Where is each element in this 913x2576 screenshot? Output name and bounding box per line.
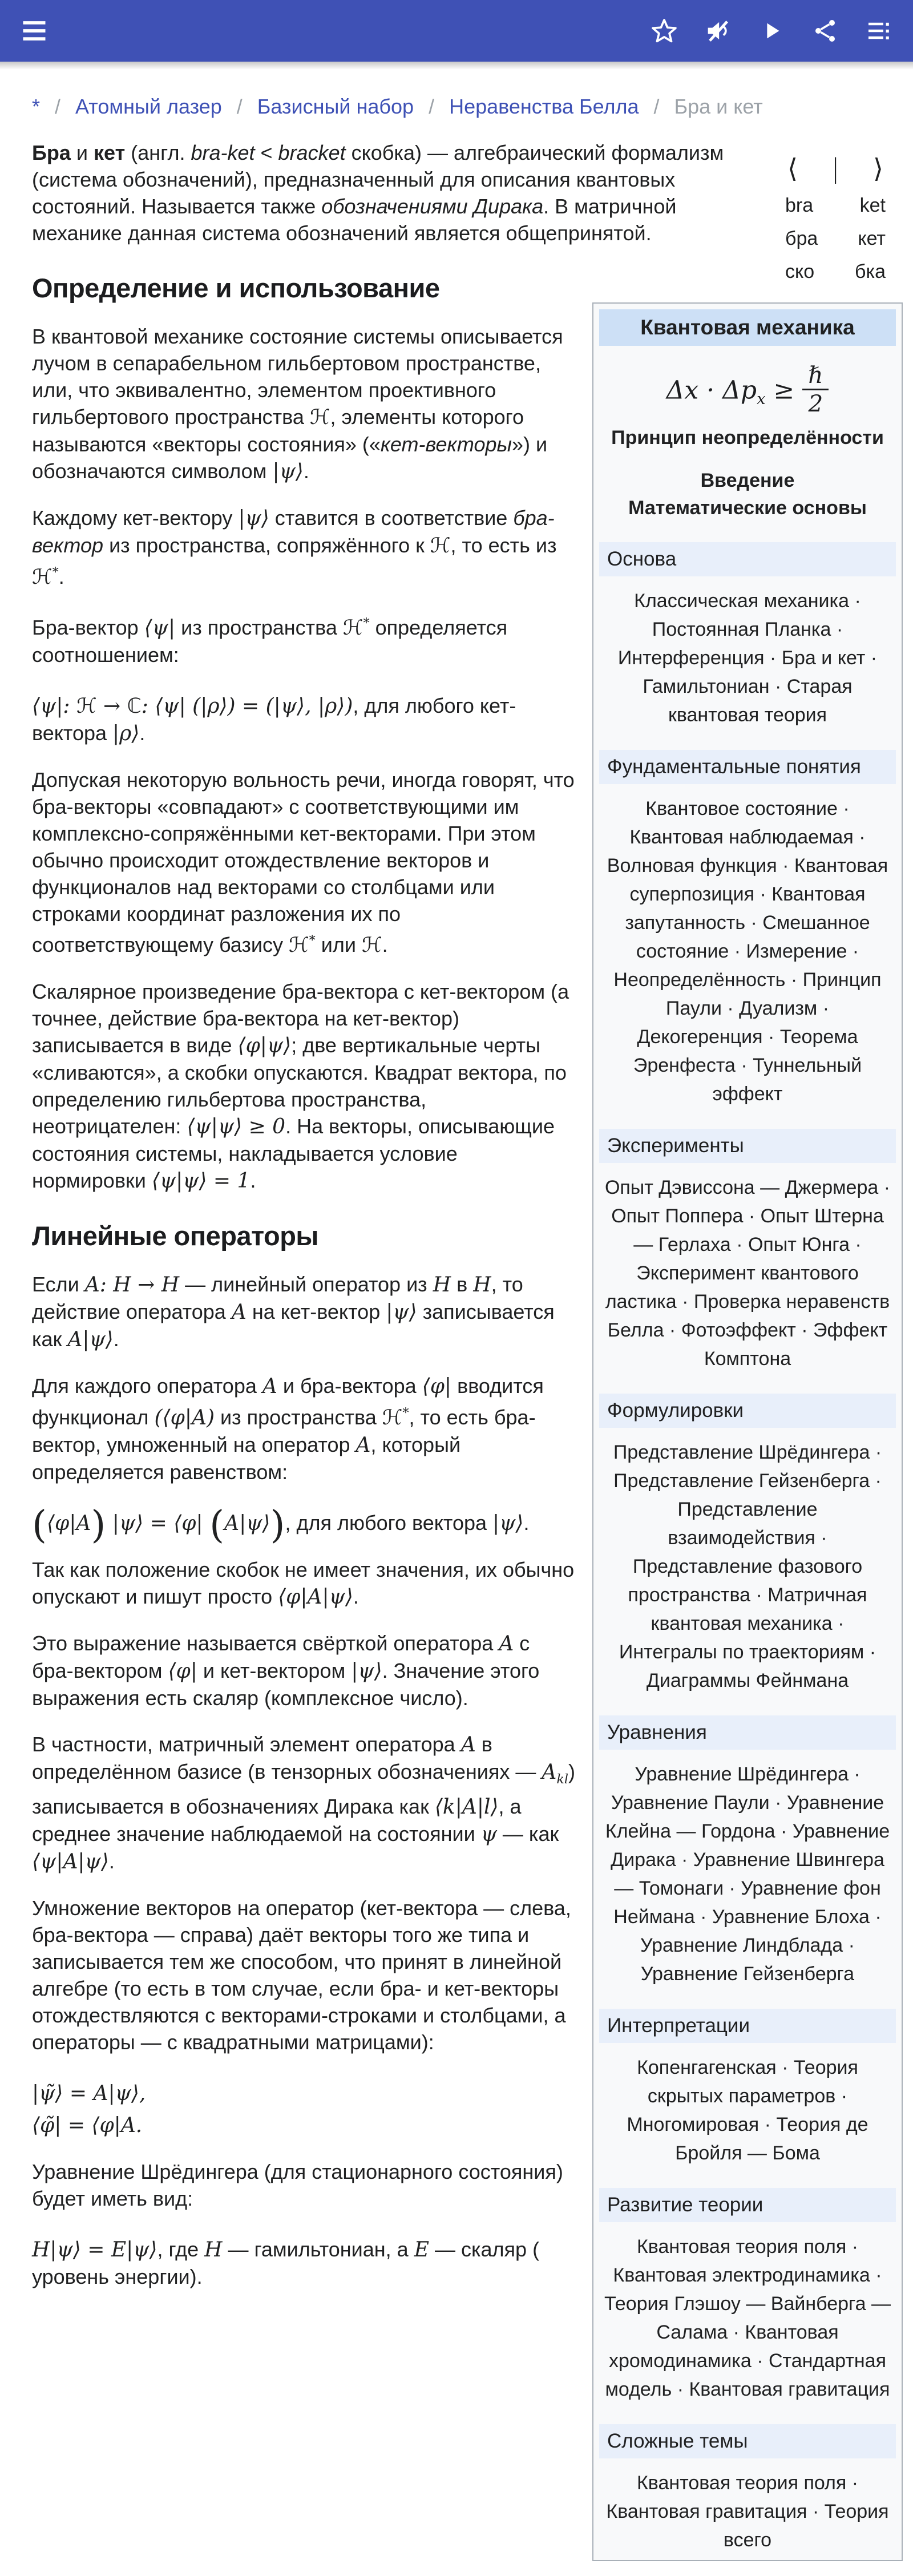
braket-figure-cell: bra bbox=[785, 195, 814, 216]
math-span: ⟨ψ|A|ψ⟩ bbox=[32, 1850, 109, 1874]
text-span: . Значение этого выражения есть скаляр (комплексное число). bbox=[32, 1659, 540, 1710]
text-span: из пространства, сопряжённого к bbox=[103, 534, 430, 557]
text-span: , а среднее значение наблюдаемой на состоянии bbox=[32, 1795, 522, 1846]
text-span: . bbox=[58, 565, 64, 588]
text-span: . bbox=[353, 1585, 359, 1608]
math-span: ⟨ψ|ψ⟩ ≥ 0 bbox=[187, 1115, 286, 1138]
math-span: (⟨φ|A) bbox=[154, 1406, 215, 1430]
text-span: . bbox=[250, 1169, 256, 1192]
text-span: кет bbox=[94, 141, 126, 164]
math-span: H bbox=[473, 1273, 491, 1297]
breadcrumb-separator: / bbox=[653, 95, 660, 118]
text-span: обозначениями Дирака bbox=[321, 195, 544, 218]
text-span: . bbox=[382, 933, 388, 956]
menu-icon bbox=[19, 16, 49, 46]
breadcrumb-link[interactable]: * bbox=[32, 95, 41, 118]
text-span: ) bbox=[91, 1502, 106, 1547]
text-span: В частности, матричный элемент оператора bbox=[32, 1733, 461, 1756]
breadcrumb bbox=[32, 94, 903, 120]
breadcrumb-current: Бра и кет bbox=[674, 95, 763, 118]
math-span: ⟨k|A|l⟩ bbox=[434, 1795, 499, 1819]
math-span: |ψ⟩ bbox=[492, 1512, 524, 1535]
math-span: E bbox=[414, 2238, 429, 2262]
text-span: . bbox=[108, 1850, 115, 1874]
text-span: kl bbox=[556, 1772, 569, 1787]
text-span: ) записывается в обозначениях Дирака как bbox=[32, 1760, 576, 1819]
infobox-section-links[interactable]: Копенгагенская · Теория скрытых параметров · Многомировая · Теория де Бройля — Бома bbox=[627, 2057, 868, 2164]
text-span: * bbox=[402, 1406, 409, 1420]
braket-figure-rows bbox=[785, 194, 886, 283]
text-span: скобка) — алгебраический формализм (система обозначений), предназначенный для описания квантовых состояний. Называется также bbox=[32, 141, 724, 218]
share-button[interactable] bbox=[808, 14, 842, 48]
math-span: |ψ⟩ bbox=[272, 460, 304, 483]
braket-figure bbox=[785, 153, 886, 283]
text-span: и bbox=[70, 141, 94, 164]
braket-figure-row bbox=[785, 194, 886, 217]
text-span: ставится в соответствие bbox=[269, 506, 514, 530]
text-span: и бра-вектора bbox=[277, 1374, 422, 1398]
text-span: Скалярное произведение бра-вектора с кет-вектором (а точнее, действие бра-вектора на кет-вектор) записывается в виде bbox=[32, 980, 569, 1057]
favorite-button[interactable] bbox=[647, 14, 681, 48]
app-bar bbox=[0, 0, 913, 62]
ket-bracket-symbol: ⟩ bbox=[873, 153, 883, 184]
text-span: — как bbox=[496, 1822, 559, 1846]
math-span: |ψ⟩ = ⟨φ| bbox=[106, 1512, 210, 1535]
math-span: H bbox=[204, 2238, 223, 2262]
math-span: ⟨ψ|ψ⟩ = 1 bbox=[151, 1169, 251, 1193]
text-span: . bbox=[139, 721, 146, 745]
math-span: ⟨φ| bbox=[422, 1375, 452, 1398]
formula-relation: ≥ bbox=[765, 376, 803, 405]
sound-off-button[interactable] bbox=[701, 14, 735, 48]
math-span: |ψ⟩ bbox=[351, 1660, 382, 1683]
infobox-section bbox=[599, 1394, 896, 1695]
braket-figure-cell: ket bbox=[859, 195, 886, 216]
text-span: вводится функционал bbox=[32, 1374, 544, 1429]
breadcrumb-link[interactable]: Атомный лазер bbox=[75, 95, 222, 118]
math-span: ℋ bbox=[382, 1406, 403, 1430]
infobox-section-links[interactable]: Классическая механика · Постоянная Планка · Интерференция · Бра и кет · Гамильтониан · Старая квантовая теория bbox=[617, 590, 878, 726]
infobox-section-header: Сложные темы bbox=[599, 2424, 896, 2458]
infobox-section-header: Уравнения bbox=[599, 1715, 896, 1750]
infobox-section bbox=[599, 750, 896, 1108]
math-span: |ψ⟩ bbox=[238, 507, 269, 530]
braket-figure-row bbox=[785, 260, 886, 283]
contents-icon bbox=[865, 17, 892, 45]
text-span: bra-ket bbox=[191, 141, 255, 164]
text-span: Так как положение скобок не имеет значения, их обычно опускают и пишут просто bbox=[32, 1558, 575, 1608]
text-span: Умножение векторов на оператор (кет-вектора — слева, бра-вектора — справа) даёт векторы того же типа и записывается тем же способом, что принят в линейной алгебре (то есть в том случае, если бра- и кет-векторы отождествляются с векторами-строками и столбцами, а операторы — с квадратными матрицами): bbox=[32, 1896, 571, 2054]
infobox-section-links[interactable]: Квантовое состояние · Квантовая наблюдаемая · Волновая функция · Квантовая суперпозиция · Квантовая запутанность · Смешанное состояние · Измерение · Неопределённость · Принцип Паули · Дуализм · Декогеренция · Теорема Эренфеста · Туннельный эффект bbox=[607, 798, 888, 1105]
text-span: кет-векторы bbox=[380, 433, 512, 456]
math-span: A bbox=[262, 1375, 277, 1398]
text-span: , то есть из bbox=[450, 534, 557, 557]
infobox-section-header: Основа bbox=[599, 542, 896, 576]
math-span: ⟨ψ| bbox=[144, 616, 176, 640]
infobox-section-header: Интерпретации bbox=[599, 2009, 896, 2043]
math-span: ℋ bbox=[342, 616, 363, 640]
math-span: ⟨φ|A|ψ⟩ bbox=[278, 1585, 353, 1609]
fraction-denominator: 2 bbox=[808, 389, 823, 417]
infobox-quantum-mechanics bbox=[592, 302, 903, 2561]
math-span: ⟨φ|A bbox=[46, 1512, 91, 1535]
formula-subscript: x bbox=[757, 390, 766, 409]
play-button[interactable] bbox=[754, 14, 789, 48]
text-span: * bbox=[52, 565, 59, 580]
text-span: из пространства bbox=[175, 616, 343, 639]
math-span: ψ bbox=[480, 1823, 497, 1847]
math-span: A bbox=[460, 1733, 476, 1757]
math-span: |ψ̃⟩ = A|ψ⟩, bbox=[32, 2082, 146, 2106]
infobox-caption: Принцип неопределённости bbox=[611, 427, 884, 449]
text-span: bracket bbox=[278, 141, 346, 164]
text-span: в bbox=[451, 1273, 474, 1296]
math-span: ⟨φ̃| = ⟨φ|A. bbox=[32, 2114, 143, 2138]
text-span: ) bbox=[270, 1502, 285, 1547]
infobox-sections bbox=[599, 542, 896, 2554]
share-icon bbox=[811, 17, 839, 45]
favorite-star-icon bbox=[649, 16, 679, 46]
text-span: на кет-вектор bbox=[246, 1300, 386, 1323]
text-span: . В матричной механике данная система обозначений является общепринятой. bbox=[32, 195, 677, 245]
math-span: H|ψ⟩ = E|ψ⟩ bbox=[32, 2238, 157, 2262]
math-span: ℋ bbox=[289, 934, 309, 957]
app-bar-shadow bbox=[0, 62, 913, 70]
section-heading: Определение и использование bbox=[32, 273, 440, 303]
braket-figure-cell: бка bbox=[854, 261, 886, 282]
infobox-link[interactable]: Математические основы bbox=[628, 497, 867, 519]
infobox-section-links[interactable]: Уравнение Шрёдингера · Уравнение Паули · Уравнение Клейна — Гордона · Уравнение Дирака · Уравнение Швингера — Томонаги · Уравнение фон Неймана · Уравнение Блоха · Уравнение Линдблада · Уравнение Гейзенберга bbox=[605, 1763, 890, 1985]
infobox-section-header: Развитие теории bbox=[599, 2188, 896, 2222]
text-span: ; две вертикальные черты «сливаются», а скобки опускаются. Квадрат вектора, по определению гильбертова пространства, неотрицателен: bbox=[32, 1033, 567, 1138]
menu-button[interactable] bbox=[17, 14, 51, 48]
text-span: , то действие оператора bbox=[32, 1273, 523, 1323]
text-span: . bbox=[523, 1511, 530, 1535]
braket-figure-cell: бра bbox=[785, 228, 818, 249]
text-span: Это выражение называется свёрткой оператора bbox=[32, 1632, 499, 1655]
text-span: Допуская некоторую вольность речи, иногда говорят, что бра-векторы «совпадают» с соответствующими им комплексно-сопряжёнными кет-векторами. При этом обычно происходит отождествление векторов и функционалов над векторами со столбцами или строками координат разложения их по соответствующему базису bbox=[32, 768, 575, 956]
text-span: ( bbox=[32, 1502, 47, 1547]
infobox-links bbox=[599, 467, 896, 522]
text-span: * bbox=[363, 616, 370, 631]
infobox-section bbox=[599, 2009, 896, 2167]
section-heading: Линейные операторы bbox=[32, 1221, 319, 1251]
math-span: ℋ bbox=[430, 534, 451, 558]
braket-figure-cell: кет bbox=[858, 228, 886, 249]
math-span: ⟨φ|ψ⟩ bbox=[237, 1034, 292, 1057]
math-span: A bbox=[355, 1434, 371, 1457]
breadcrumb-separator: / bbox=[429, 95, 435, 118]
math-span: ℋ bbox=[362, 934, 382, 957]
infobox-section-links[interactable]: Представление Шрёдингера · Представление Гейзенберга · Представление взаимодействия · Представление фазового пространства · Матричная квантовая механика · Интегралы по траекториям · Диаграммы Фейнмана bbox=[613, 1442, 882, 1691]
text-span: * bbox=[309, 933, 316, 948]
breadcrumb-separator: / bbox=[236, 95, 243, 118]
infobox-section bbox=[599, 1715, 896, 1988]
text-span: (англ. bbox=[125, 141, 191, 164]
infobox-section bbox=[599, 2424, 896, 2554]
text-span: Для каждого оператора bbox=[32, 1374, 262, 1398]
infobox-section bbox=[599, 1129, 896, 1373]
text-span: — скаляр ( уровень энергии). bbox=[32, 2238, 540, 2289]
text-span: с бра-вектором bbox=[32, 1632, 530, 1682]
formula-fraction bbox=[802, 363, 829, 415]
text-span: ») и обозначаются символом bbox=[32, 433, 548, 483]
math-span: A bbox=[542, 1761, 557, 1784]
text-span: в определённом базисе (в тензорных обозначениях — bbox=[32, 1733, 542, 1783]
text-span: , для любого кет-вектора bbox=[32, 694, 516, 745]
text-span: , то есть бра-вектор, умноженный на оператор bbox=[32, 1406, 536, 1456]
text-span: . bbox=[113, 1327, 119, 1351]
infobox-link[interactable]: Введение bbox=[700, 470, 795, 491]
breadcrumb-link[interactable]: Базисный набор bbox=[257, 95, 414, 118]
breadcrumb-link[interactable]: Неравенства Белла bbox=[449, 95, 639, 118]
math-span: H bbox=[433, 1273, 451, 1297]
bar-symbol: | bbox=[831, 153, 840, 184]
text-span: . bbox=[303, 459, 309, 483]
text-span: Бра bbox=[32, 141, 71, 164]
text-span: записывается как bbox=[32, 1300, 555, 1351]
infobox-section-links[interactable]: Квантовая теория поля · Квантовая гравитация · Теория всего bbox=[606, 2472, 889, 2551]
text-span: < bbox=[254, 141, 278, 164]
contents-button[interactable] bbox=[862, 14, 896, 48]
braket-figure-cell: ско bbox=[785, 261, 815, 282]
infobox-section-header: Эксперименты bbox=[599, 1129, 896, 1163]
text-span: ( bbox=[209, 1502, 225, 1547]
infobox-section bbox=[599, 2188, 896, 2404]
text-span: и кет-вектором bbox=[197, 1659, 352, 1682]
text-span: , который определяется равенством: bbox=[32, 1433, 461, 1484]
formula-lhs: Δx · Δp bbox=[666, 376, 757, 405]
math-span: ⟨ψ|: ℋ → ℂ: ⟨ψ| (|ρ⟩) = (|ψ⟩, |ρ⟩) bbox=[32, 695, 353, 718]
math-span: A|ψ⟩ bbox=[224, 1512, 270, 1535]
text-span: Уравнение Шрёдингера (для стационарного состояния) будет иметь вид: bbox=[32, 2160, 563, 2211]
text-span: , где bbox=[157, 2238, 205, 2262]
text-span: определяется соотношением: bbox=[32, 616, 508, 667]
fraction-numerator: ℏ bbox=[802, 363, 829, 390]
sound-off-icon bbox=[703, 16, 733, 46]
braket-figure-brackets bbox=[785, 153, 886, 184]
math-span: A bbox=[499, 1632, 514, 1656]
text-span: Каждому кет-вектору bbox=[32, 506, 239, 530]
text-span: Если bbox=[32, 1273, 85, 1296]
uncertainty-formula bbox=[599, 363, 896, 415]
math-span: |ρ⟩ bbox=[112, 722, 140, 745]
math-span: ℋ bbox=[32, 566, 52, 589]
math-span: |ψ⟩ bbox=[386, 1301, 417, 1324]
infobox-section bbox=[599, 542, 896, 729]
math-span: A: H → H bbox=[84, 1273, 180, 1297]
text-span: , элементы которого называются «векторы состояния» (« bbox=[32, 405, 524, 456]
infobox-section-header: Формулировки bbox=[599, 1394, 896, 1428]
text-span: или bbox=[315, 933, 362, 956]
breadcrumb-separator: / bbox=[55, 95, 61, 118]
math-span: ℋ bbox=[309, 406, 330, 429]
article-page bbox=[0, 139, 913, 2551]
text-span: В квантовой механике состояние системы описывается лучом в сепарабельном гильбертовом пространстве, или, что эквивалентно, элементом проективного гильбертового пространства bbox=[32, 325, 563, 429]
text-span: бра-вектор bbox=[32, 506, 555, 557]
bra-bracket-symbol: ⟨ bbox=[787, 153, 798, 184]
math-span: ⟨φ| bbox=[168, 1660, 197, 1683]
infobox-section-links[interactable]: Опыт Дэвиссона — Джермера · Опыт Поппера · Опыт Штерна — Герлаха · Опыт Юнга · Эксперимент квантового ластика · Проверка неравенств Белла · Фотоэффект · Эффект Комптона bbox=[604, 1177, 891, 1370]
text-span: — линейный оператор из bbox=[179, 1273, 433, 1296]
infobox-section-header: Фундаментальные понятия bbox=[599, 750, 896, 784]
math-span: A bbox=[231, 1301, 247, 1324]
math-span: A|ψ⟩ bbox=[67, 1328, 114, 1351]
infobox-section-links[interactable]: Квантовая теория поля · Квантовая электродинамика · Теория Глэшоу — Вайнберга — Салама · Квантовая хромодинамика · Стандартная модель · Квантовая гравитация bbox=[604, 2236, 891, 2400]
intro-paragraph bbox=[32, 139, 903, 247]
infobox-title: Квантовая механика bbox=[599, 309, 896, 346]
text-span: — гамильтониан, а bbox=[222, 2238, 414, 2262]
text-span: . На векторы, описывающие состояния системы, накладывается условие нормировки bbox=[32, 1115, 555, 1192]
text-span: Бра-вектор bbox=[32, 616, 144, 639]
play-icon bbox=[758, 18, 785, 44]
text-span: из пространства bbox=[214, 1406, 382, 1429]
text-span: , для любого вектора bbox=[285, 1511, 493, 1535]
braket-figure-row bbox=[785, 227, 886, 250]
